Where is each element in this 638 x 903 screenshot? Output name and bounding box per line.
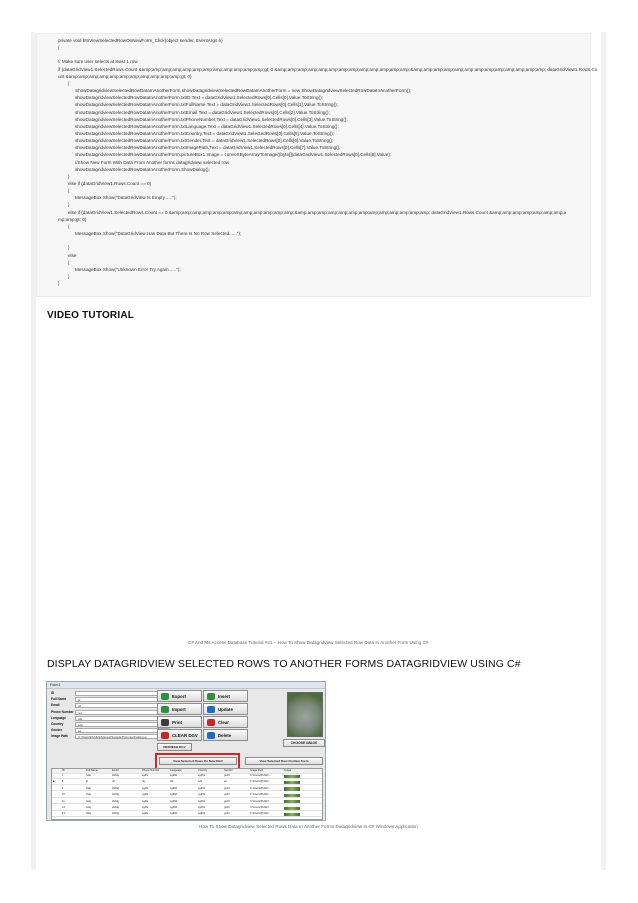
delete-icon — [207, 732, 215, 739]
grid-cell: C:\Users\Public\... — [250, 793, 271, 797]
grid-cell: sgdfru — [198, 812, 206, 816]
field-label: Gender — [51, 728, 63, 733]
grid-cell: sgdfru — [198, 774, 206, 777]
grid-cell: sgdfru — [198, 793, 206, 797]
print-button[interactable]: Print — [157, 716, 202, 728]
insert-button[interactable]: Insert — [203, 690, 248, 702]
code-line: ShowDatagridviewSelectedRowDataInAnotherForm showDatagridviewSelectedRowDataInAnotherForm = new ShowDatagridviewSelectedRowDataInAnotherForm(); — [75, 88, 412, 94]
field-label: Full Name — [51, 697, 67, 702]
code-line: showDatagridviewSelectedRowDataInAnotherForm.ShowDialog(); — [75, 166, 210, 172]
grid-cell: hsky — [86, 774, 92, 777]
grid-cell: 13 — [62, 812, 65, 816]
export-icon — [161, 693, 169, 700]
grid-cell: sgdfe — [142, 806, 149, 809]
grid-header-cell[interactable]: Country — [198, 769, 208, 772]
koala-thumbnail — [284, 794, 300, 797]
code-line: showDatagridviewSelectedRowDataInAnotherForm.txtImagePath.Text = dataGridView1.SelectedRows[0].Cells[7].Value.ToString(); — [75, 145, 341, 151]
code-line: //Show New Form With Data From Another forms datagridview selected row — [75, 159, 229, 165]
update-button[interactable]: Update — [203, 703, 248, 715]
code-line: } — [58, 281, 60, 287]
grid-cell: hsky — [86, 793, 92, 797]
update-icon — [207, 706, 215, 713]
code-line: // Make sure user selects at least 1 row — [58, 59, 138, 65]
code-line: { — [68, 223, 70, 229]
video-tutorial-heading: VIDEO TUTORIAL — [47, 310, 135, 321]
grid-cell: ee — [224, 780, 227, 784]
field-input[interactable] — [75, 691, 170, 696]
table-row[interactable] — [52, 793, 322, 798]
choose-image-button[interactable]: CHOOSE IMAGE — [283, 739, 325, 747]
grid-cell: sgdfdt — [170, 786, 178, 790]
field-label: Country — [51, 722, 64, 726]
export-button[interactable]: Export — [157, 690, 202, 702]
code-line: showDatagridviewSelectedRowDataInAnotherForm.pictureBox1.Image = convertByteArrayToImage((byte[])dataGridView1.SelectedRows[0].Cells[8].Value); — [75, 152, 392, 158]
grid-cell: sfsfdg — [112, 793, 119, 797]
table-row[interactable] — [52, 774, 322, 779]
koala-thumbnail — [284, 787, 300, 790]
grid-cell: gsrht — [224, 812, 230, 816]
page-right-border — [601, 32, 606, 870]
field-input[interactable]: ull — [75, 703, 170, 708]
image-caption: How To Show Datagridview Selected Rows Data In Another Forms Datagridview In C# Windows Application — [199, 824, 418, 829]
grid-cell: hsky — [86, 799, 92, 803]
grid-cell: gsrht — [224, 786, 230, 790]
grid-header-cell[interactable]: Email — [112, 769, 119, 772]
field-label: Phone Number — [51, 709, 74, 714]
grid-cell: hsky — [86, 806, 92, 809]
code-line: } — [68, 173, 70, 179]
display-rows-heading: DISPLAY DATAGRIDVIEW SELECTED ROWS TO ANOTHER FORMS DATAGRIDVIEW USING C# — [47, 658, 521, 670]
grid-cell: hsky — [86, 812, 92, 816]
grid-cell: sgdfdt — [170, 793, 178, 797]
grid-cell: 11 — [62, 799, 65, 803]
grid-cell: sfsfdg — [112, 812, 119, 816]
code-line: { — [58, 45, 60, 51]
grid-cell: efe — [170, 780, 174, 784]
grid-cell: sgdfe — [142, 799, 149, 803]
field-input[interactable]: ede — [75, 722, 170, 727]
video-caption: C# And Ms Access Database Tutorial #21 – How To Show Datagridview Selected Row Data In Another Form Using C# — [188, 640, 429, 645]
field-label: Email — [51, 703, 60, 708]
code-line: { — [68, 80, 70, 86]
grid-cell: sfsfdg — [112, 806, 119, 809]
field-input[interactable]: C:\Users\Public\Pictures\Sample Pictures\Koala.jpg — [75, 734, 170, 739]
printer-icon — [161, 719, 169, 726]
app-screenshot — [46, 681, 326, 821]
row-pointer-icon: ▶ — [53, 780, 55, 784]
import-button[interactable]: Import — [157, 703, 202, 715]
refresh-dgv-button[interactable]: REFRESH DGV — [157, 743, 192, 751]
code-line: mp;amp;gt; 0) — [58, 216, 87, 222]
insert-icon — [207, 693, 215, 700]
grid-cell: sgdfdt — [170, 799, 178, 803]
grid-header-cell[interactable]: Image — [284, 769, 292, 772]
code-line: } — [68, 202, 70, 208]
code-line: showDatagridviewSelectedRowDataInAnotherForm.txtLanguage.Text = dataGridView1.SelectedRows[0].Cells[4].Value.ToString(); — [75, 123, 339, 129]
table-row[interactable] — [52, 787, 322, 792]
grid-cell: sgdfe — [142, 774, 149, 777]
grid-cell: sgdfe — [142, 812, 149, 816]
grid-header-cell[interactable]: Language — [170, 769, 182, 772]
grid-cell: gsrht — [224, 774, 230, 777]
koala-picture — [287, 692, 323, 737]
clear-x-icon — [207, 719, 215, 726]
clear-dgv-button[interactable]: CLEAR DGV — [157, 729, 202, 741]
grid-cell: gsrht — [224, 793, 230, 797]
grid-cell: sgdfe — [142, 793, 149, 797]
code-line: unt &amp;amp;amp;amp;amp;amp;amp;amp;amp;amp;amp;gt; 0) — [58, 73, 192, 79]
grid-cell: C:\Users\Public\... — [250, 799, 271, 803]
table-row[interactable] — [52, 806, 322, 811]
grid-header-cell[interactable]: Image Path — [250, 769, 264, 772]
grid-cell: C:\Users\Public\... — [250, 780, 271, 784]
grid-cell: 8 — [62, 780, 64, 784]
field-input[interactable]: rey — [75, 710, 170, 715]
grid-cell: sgdfru — [198, 799, 206, 803]
code-line: MessageBox.Show("Unknown Error Try Again......"); — [75, 266, 181, 272]
view-selected-rows-new-dgv-button[interactable]: View Selected Rows On New DGV — [159, 757, 237, 765]
grid-header-cell[interactable]: Full Name — [86, 769, 98, 772]
code-line: { — [68, 259, 70, 265]
grid-cell: rey — [142, 780, 146, 784]
code-line: else if (dataGridView1.Rows.Count == 0) — [68, 181, 152, 186]
video-embed-area[interactable] — [46, 330, 591, 630]
table-row[interactable] — [52, 800, 322, 805]
koala-thumbnail — [284, 781, 300, 784]
grid-header-cell[interactable]: Phone Number — [142, 769, 160, 772]
field-label: ID — [51, 691, 55, 695]
grid-cell: sgdfdt — [170, 812, 178, 816]
field-input[interactable]: efe — [75, 716, 170, 721]
grid-cell: 12 — [62, 806, 65, 809]
grid-cell: sfsfdg — [112, 774, 119, 777]
grid-cell: 10 — [62, 793, 65, 797]
grid-cell: ede — [198, 780, 203, 784]
koala-thumbnail — [284, 807, 300, 810]
code-line: MessageBox.Show("DataGridView Is Empty......"); — [75, 195, 177, 201]
grid-header-cell[interactable]: Gender — [224, 769, 233, 772]
grid-cell: sgdfe — [142, 786, 149, 790]
field-label: Image Path — [51, 734, 69, 739]
import-icon — [161, 706, 169, 713]
grid-cell: hsky — [86, 786, 92, 790]
clear-button[interactable]: Clear — [203, 716, 248, 728]
grid-cell: sgdfru — [198, 806, 206, 809]
koala-thumbnail — [284, 775, 300, 778]
view-selected-row-new-form-button[interactable]: View Selected Row On New Form — [245, 757, 323, 765]
table-row[interactable] — [52, 780, 322, 785]
code-line: } — [68, 273, 70, 279]
code-line: showDatagridviewSelectedRowDataInAnotherForm.txtFullName.Text = dataGridView1.SelectedRows[0].Cells[1].Value.ToString(); — [75, 102, 338, 108]
window-title: Form1 — [47, 682, 325, 689]
koala-thumbnail — [284, 800, 300, 803]
code-line: MessageBox.Show("DataGridView Has Data But There Is No Row Selected......"); — [75, 231, 242, 237]
grid-cell: C:\Users\Public\... — [250, 806, 271, 809]
grid-cell: C:\Users\Public\... — [250, 774, 271, 777]
grid-cell: sgdfru — [198, 786, 206, 790]
grid-cell: sfsfdg — [112, 786, 119, 790]
grid-cell: jtr — [86, 780, 89, 784]
grid-cell: sfsfdg — [112, 799, 119, 803]
delete-button[interactable]: Delete — [203, 729, 248, 741]
code-line: showDatagridviewSelectedRowDataInAnotherForm.txtID.Text = dataGridView1.SelectedRows[0].Cells[0].Value.ToString(); — [75, 95, 323, 101]
code-line: } — [68, 245, 70, 251]
code-line: showDatagridviewSelectedRowDataInAnotherForm.txtGender.Text = dataGridView1.SelectedRows[0].Cells[6].Value.ToString(); — [75, 138, 334, 144]
grid-cell: gsrht — [224, 799, 230, 803]
code-line: showDatagridviewSelectedRowDataInAnotherForm.txtCountry.Text = dataGridView1.SelectedRows[0].Cells[5].Value.ToString(); — [75, 130, 335, 136]
data-grid[interactable] — [51, 768, 323, 820]
grid-cell: 7 — [62, 774, 64, 777]
grid-cell: ull — [112, 780, 115, 784]
code-line: { — [68, 188, 70, 194]
grid-cell: C:\Users\Public\... — [250, 812, 271, 816]
code-line: else if (dataGridView1.SelectedRows.Count == 0 &amp;amp;amp;amp;amp;amp;amp;amp;amp;amp;amp;amp;&amp;amp;amp;amp;amp;amp;amp;amp;amp;amp;amp;amp;amp; dataGridView1.Rows.Count &amp;amp;amp;amp;amp;amp;amp;a — [68, 209, 567, 215]
grid-header-row — [52, 769, 322, 774]
field-input[interactable]: ee — [75, 728, 170, 733]
clear-dgv-icon — [161, 732, 169, 739]
code-line: private void btnViewSelectedRowOnNewForm_Click(object sender, EventArgs e) — [58, 38, 223, 43]
grid-header-cell[interactable]: ID — [62, 769, 65, 772]
table-row[interactable] — [52, 812, 322, 817]
field-label: Language — [51, 715, 67, 720]
koala-thumbnail — [284, 813, 300, 816]
grid-cell: C:\Users\Public\... — [250, 786, 271, 790]
grid-cell: sgdfdt — [170, 774, 178, 777]
code-line: else — [68, 252, 77, 258]
grid-cell: gsrht — [224, 806, 230, 809]
code-line: showDatagridviewSelectedRowDataInAnotherForm.txtEmail.Text = dataGridView1.SelectedRows[0].Cells[2].Value.ToString(); — [75, 109, 330, 115]
code-line: if (dataGridView1.SelectedRows.Count &amp;amp;amp;amp;amp;amp;amp;amp;amp;amp;amp;amp;gt; 0 &amp;amp;amp;amp;amp;amp;amp;amp;amp;amp;amp;amp;amp;&amp;amp;amp;amp;amp;amp;amp;amp;amp;amp;amp;amp;amp; dataGridView1.Rows.Co — [58, 66, 598, 72]
grid-cell: sgdfdt — [170, 806, 178, 809]
code-block — [36, 33, 598, 297]
grid-cell: 9 — [62, 786, 64, 790]
field-input[interactable]: jtr — [75, 697, 170, 702]
code-line: showDatagridviewSelectedRowDataInAnotherForm.txtPhoneNumber.Text = dataGridView1.SelectedRows[0].Cells[3].Value.ToString(); — [75, 116, 348, 122]
